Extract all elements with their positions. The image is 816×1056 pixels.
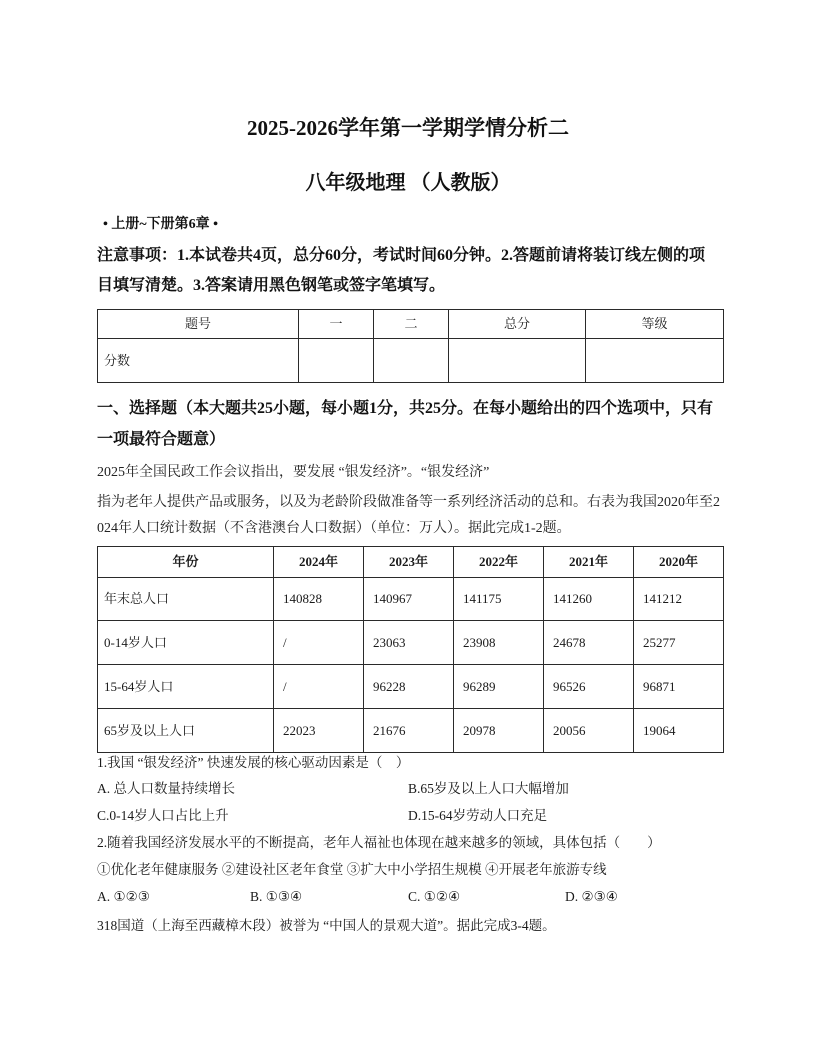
- score-cell-blank: [586, 339, 724, 383]
- population-row-total: [98, 578, 724, 621]
- score-header-grade: 等级: [586, 310, 724, 339]
- population-cell: 140967: [364, 578, 454, 621]
- population-cell: 96526: [544, 665, 634, 709]
- population-row-label: 15-64岁人口: [98, 665, 274, 709]
- exam-title: 2025-2026学年第一学期学情分析二: [247, 116, 569, 140]
- passage-2: 318国道（上海至西藏樟木段）被誉为 “中国人的景观大道”。据此完成3-4题。: [97, 918, 556, 933]
- population-row-label: 65岁及以上人口: [98, 709, 274, 753]
- score-table-header-row: [98, 310, 724, 339]
- passage-line: 2025年全国民政工作会议指出，要发展 “银发经济”。“银发经济”: [97, 465, 490, 480]
- question-2-stem: 2.随着我国经济发展水平的不断提高，老年人福祉也体现在越来越多的领域，具体包括（ ）: [97, 835, 661, 850]
- population-cell: /: [274, 665, 364, 709]
- population-cell: 96228: [364, 665, 454, 709]
- question-2-option-a: A. ①②③: [97, 889, 150, 904]
- population-row-65-plus: [98, 709, 724, 753]
- population-cell: 20978: [454, 709, 544, 753]
- population-cell: 141260: [544, 578, 634, 621]
- passage-line: 指为老年人提供产品或服务，以及为老龄阶段做准备等一系列经济活动的总和。右表为我国2020年至2: [97, 495, 720, 510]
- population-table-header-row: [98, 547, 724, 578]
- population-cell: 96289: [454, 665, 544, 709]
- population-header-year: 年份: [98, 547, 274, 578]
- population-cell: 141212: [634, 578, 724, 621]
- question-1-option-a: A. 总人口数量持续增长: [97, 781, 235, 796]
- exam-subtitle: 八年级地理 （人教版）: [305, 172, 511, 194]
- population-table: [97, 546, 724, 753]
- population-header-2024: 2024年: [274, 547, 364, 578]
- population-cell: 23063: [364, 621, 454, 665]
- question-2-option-b: B. ①③④: [250, 889, 303, 904]
- population-header-2020: 2020年: [634, 547, 724, 578]
- population-cell: 23908: [454, 621, 544, 665]
- population-row-0-14: [98, 621, 724, 665]
- score-cell-blank: [374, 339, 449, 383]
- question-2-statements: ①优化老年健康服务 ②建设社区老年食堂 ③扩大中小学招生规模 ④开展老年旅游专线: [97, 862, 607, 877]
- population-header-2021: 2021年: [544, 547, 634, 578]
- population-cell: 20056: [544, 709, 634, 753]
- population-cell: 22023: [274, 709, 364, 753]
- notice-line: 注意事项：1.本试卷共4页，总分60分，考试时间60分钟。2.答题前请将装订线左侧的项: [97, 247, 706, 264]
- question-1-option-b: B.65岁及以上人口大幅增加: [408, 781, 569, 796]
- population-cell: 21676: [364, 709, 454, 753]
- population-cell: 25277: [634, 621, 724, 665]
- population-cell: 24678: [544, 621, 634, 665]
- population-cell: 96871: [634, 665, 724, 709]
- population-header-2023: 2023年: [364, 547, 454, 578]
- score-row-label: 分数: [98, 339, 299, 383]
- population-row-label: 0-14岁人口: [98, 621, 274, 665]
- question-1-stem: 1.我国 “银发经济” 快速发展的核心驱动因素是（ ）: [97, 755, 410, 770]
- question-2-option-c: C. ①②④: [408, 889, 461, 904]
- passage-line: 024年人口统计数据（不含港澳台人口数据）（单位：万人）。据此完成1-2题。: [97, 521, 571, 536]
- exam-scope: • 上册~下册第6章 •: [103, 217, 219, 232]
- population-cell: 19064: [634, 709, 724, 753]
- score-header-part-two: 二: [374, 310, 449, 339]
- population-cell: 141175: [454, 578, 544, 621]
- population-row-label: 年末总人口: [98, 578, 274, 621]
- score-cell-blank: [299, 339, 374, 383]
- score-header-part-one: 一: [299, 310, 374, 339]
- question-1-option-d: D.15-64岁劳动人口充足: [408, 808, 548, 823]
- question-2-option-d: D. ②③④: [565, 889, 618, 904]
- score-header-total: 总分: [449, 310, 586, 339]
- population-cell: /: [274, 621, 364, 665]
- score-cell-blank: [449, 339, 586, 383]
- population-header-2022: 2022年: [454, 547, 544, 578]
- population-row-15-64: [98, 665, 724, 709]
- section-heading-line: 一、选择题（本大题共25小题，每小题1分，共25分。在每小题给出的四个选项中，只有: [97, 400, 714, 417]
- score-header-question-no: 题号: [98, 310, 299, 339]
- score-table: [97, 309, 724, 383]
- score-table-row: [98, 339, 724, 383]
- notice-line: 目填写清楚。3.答案请用黑色钢笔或签字笔填写。: [97, 277, 446, 294]
- section-heading-line: 一项最符合题意）: [97, 431, 226, 448]
- population-cell: 140828: [274, 578, 364, 621]
- question-1-option-c: C.0-14岁人口占比上升: [97, 808, 229, 823]
